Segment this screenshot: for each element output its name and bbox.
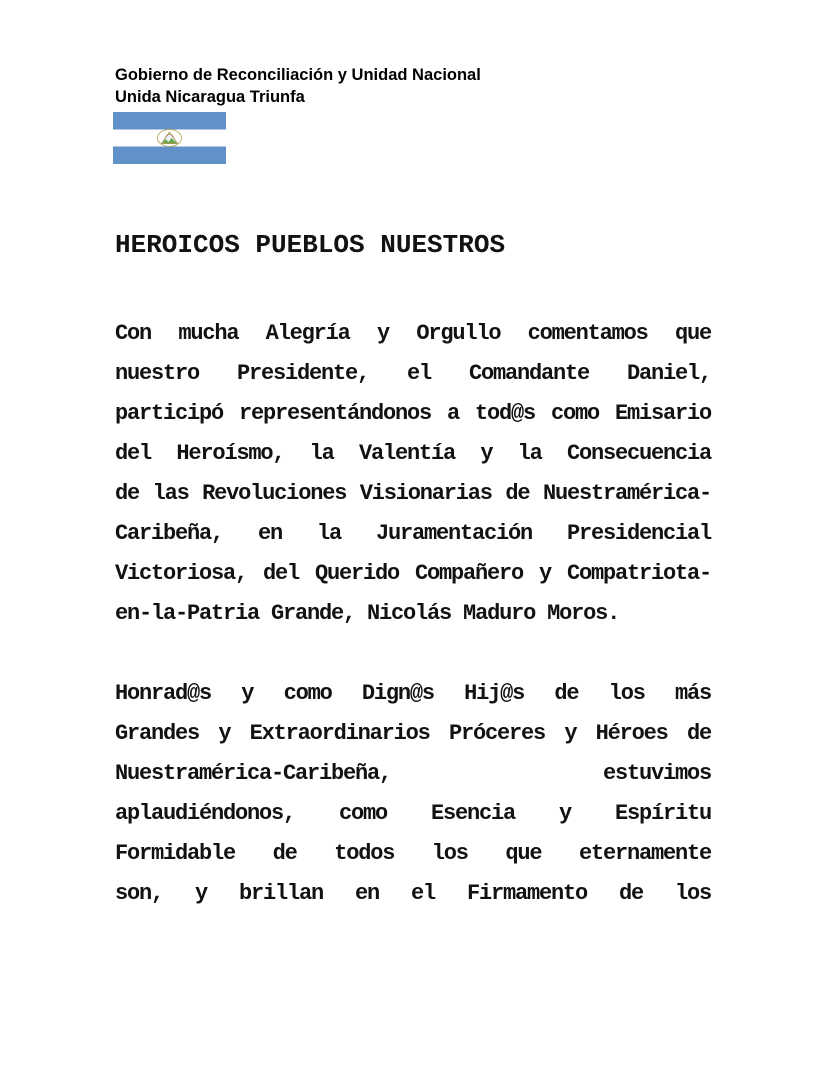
- body-line: participó representándonos a tod@s como Emisario: [115, 401, 711, 426]
- body-line: en-la-Patria Grande, Nicolás Maduro Moros.: [115, 601, 620, 626]
- body-paragraph: [115, 674, 711, 914]
- letterhead: [115, 64, 481, 108]
- body-line: Grandes y Extraordinarios Próceres y Héroes de: [115, 721, 711, 746]
- body-line: nuestro Presidente, el Comandante Daniel,: [115, 361, 711, 386]
- body-line: Caribeña, en la Juramentación Presidencial: [115, 521, 711, 546]
- body-line: Con mucha Alegría y Orgullo comentamos que: [115, 321, 711, 346]
- body-line: Honrad@s y como Dign@s Hij@s de los más: [115, 681, 711, 706]
- body-line: aplaudiéndonos, como Esencia y Espíritu: [115, 801, 711, 826]
- body-line: de las Revoluciones Visionarias de Nuestramérica-: [115, 481, 711, 506]
- document-title: HEROICOS PUEBLOS NUESTROS: [115, 230, 506, 260]
- body-line: del Heroísmo, la Valentía y la Consecuencia: [115, 441, 711, 466]
- letterhead-line2: Unida Nicaragua Triunfa: [115, 88, 305, 106]
- nicaragua-flag-icon: [113, 112, 226, 164]
- body-line: Formidable de todos los que eternamente: [115, 841, 711, 866]
- nicaragua-flag-svg: [113, 112, 226, 164]
- letterhead-line1: Gobierno de Reconciliación y Unidad Nacional: [115, 66, 481, 84]
- body-paragraph: [115, 314, 711, 634]
- body-line: son, y brillan en el Firmamento de los: [115, 881, 711, 906]
- document-body: [115, 314, 711, 954]
- body-line: Nuestramérica-Caribeña, estuvimos: [115, 761, 711, 786]
- body-line: Victoriosa, del Querido Compañero y Compatriota-: [115, 561, 711, 586]
